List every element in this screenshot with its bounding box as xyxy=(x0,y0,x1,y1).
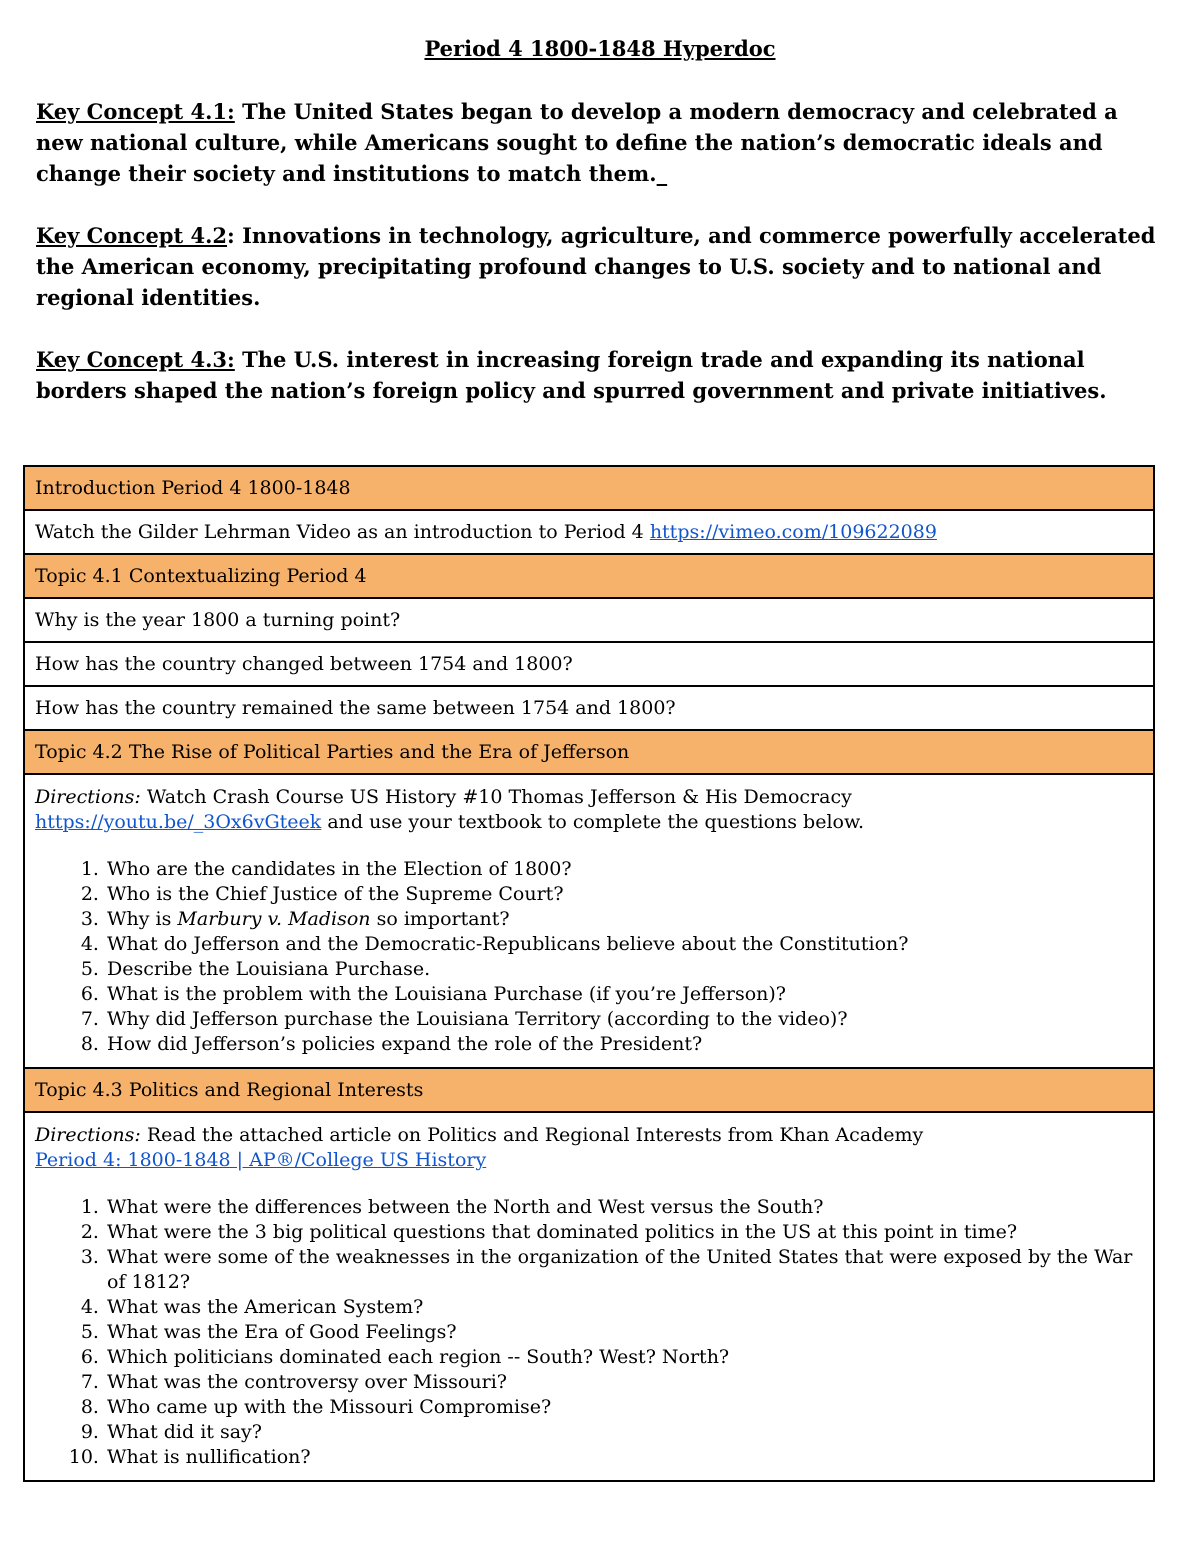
topic-4-1-question: How has the country remained the same between 1754 and 1800? xyxy=(24,686,1154,730)
topic-4-2-directions xyxy=(35,785,1143,835)
table-row xyxy=(24,686,1154,730)
topic-4-1-question: How has the country changed between 1754 and 1800? xyxy=(24,642,1154,686)
list-item: 8. How did Jefferson’s policies expand the role of the President? xyxy=(105,1032,1143,1057)
key-concept-label: Key Concept 4.3: xyxy=(36,347,235,372)
table-row xyxy=(24,554,1154,598)
topic-4-3-heading: Topic 4.3 Politics and Regional Interests xyxy=(24,1068,1154,1112)
list-item: 10. What is nullification? xyxy=(105,1445,1143,1470)
topic-4-2-questions xyxy=(35,857,1143,1057)
list-item: 1. Who are the candidates in the Election of 1800? xyxy=(105,857,1143,882)
page-title: Period 4 1800-1848 Hyperdoc xyxy=(424,36,776,61)
topic-4-3-cell xyxy=(24,1112,1154,1481)
key-concept-4-2 xyxy=(36,220,1166,313)
table-row xyxy=(24,774,1154,1068)
key-concept-4-1 xyxy=(36,96,1166,189)
directions-label: Directions: xyxy=(35,1124,141,1146)
list-item: 2. What were the 3 big political questions that dominated politics in the US at this point in time? xyxy=(105,1220,1143,1245)
key-concepts xyxy=(36,96,1166,437)
intro-text: Watch the Gilder Lehrman Video as an introduction to Period 4 xyxy=(35,521,650,543)
directions-after-link: and use your textbook to complete the questions below. xyxy=(321,811,865,833)
directions-label: Directions: xyxy=(35,786,141,808)
key-concept-label: Key Concept 4.1: xyxy=(36,99,235,124)
table-row xyxy=(24,510,1154,554)
intro-heading: Introduction Period 4 1800-1848 xyxy=(24,466,1154,510)
key-concept-text: The United States began to develop a modern democracy and celebrated a new national culture, while Americans sought to define the nation’s democratic ideals and change their society and institutions to match them._ xyxy=(36,99,1118,186)
key-concept-4-3 xyxy=(36,344,1166,406)
question-text: so important? xyxy=(370,908,510,930)
list-item: 5. What was the Era of Good Feelings? xyxy=(105,1320,1143,1345)
directions-text: Watch Crash Course US History #10 Thomas Jefferson & His Democracy xyxy=(140,786,852,808)
table-row xyxy=(24,598,1154,642)
table-row xyxy=(24,1068,1154,1112)
list-item: 3. What were some of the weaknesses in the organization of the United States that were exposed by the War of 1812? xyxy=(105,1245,1143,1295)
list-item: 1. What were the differences between the North and West versus the South? xyxy=(105,1195,1143,1220)
key-concept-text: : Innovations in technology, agriculture, and commerce powerfully accelerated the American economy, precipitating profound changes to U.S. society and to national and regional identities. xyxy=(36,223,1156,310)
topic-4-3-directions xyxy=(35,1123,1143,1173)
case-name: Marbury v. Madison xyxy=(177,908,371,930)
question-text: Why is xyxy=(107,908,178,930)
list-item: 6. Which politicians dominated each region -- South? West? North? xyxy=(105,1345,1143,1370)
key-concept-text: The U.S. interest in increasing foreign trade and expanding its national borders shaped the nation’s foreign policy and spurred government and private initiatives. xyxy=(36,347,1107,403)
vimeo-link[interactable]: https://vimeo.com/109622089 xyxy=(649,521,937,543)
topic-4-1-question: Why is the year 1800 a turning point? xyxy=(24,598,1154,642)
directions-text: Read the attached article on Politics and Regional Interests from Khan Academy xyxy=(140,1124,924,1146)
table-row xyxy=(24,730,1154,774)
table-row xyxy=(24,466,1154,510)
list-item xyxy=(105,907,1143,932)
table-row xyxy=(24,1112,1154,1481)
list-item: 4. What do Jefferson and the Democratic-Republicans believe about the Constitution? xyxy=(105,932,1143,957)
list-item: 5. Describe the Louisiana Purchase. xyxy=(105,957,1143,982)
list-item: 8. Who came up with the Missouri Compromise? xyxy=(105,1395,1143,1420)
list-item: 7. What was the controversy over Missouri? xyxy=(105,1370,1143,1395)
youtube-link[interactable]: https://youtu.be/_3Ox6vGteek xyxy=(35,811,322,833)
intro-cell xyxy=(24,510,1154,554)
topic-4-2-cell xyxy=(24,774,1154,1068)
list-item: 4. What was the American System? xyxy=(105,1295,1143,1320)
topic-4-2-heading: Topic 4.2 The Rise of Political Parties and the Era of Jefferson xyxy=(24,730,1154,774)
list-item: 2. Who is the Chief Justice of the Supreme Court? xyxy=(105,882,1143,907)
list-item: 7. Why did Jefferson purchase the Louisiana Territory (according to the video)? xyxy=(105,1007,1143,1032)
list-item: 6. What is the problem with the Louisiana Purchase (if you’re Jefferson)? xyxy=(105,982,1143,1007)
topic-4-1-heading: Topic 4.1 Contextualizing Period 4 xyxy=(24,554,1154,598)
khan-academy-link[interactable]: Period 4: 1800-1848 | AP®/College US History xyxy=(35,1149,487,1171)
list-item: 9. What did it say? xyxy=(105,1420,1143,1445)
key-concept-label: Key Concept 4.2 xyxy=(36,223,228,248)
hyperdoc-table xyxy=(23,465,1155,1482)
table-row xyxy=(24,642,1154,686)
topic-4-3-questions xyxy=(35,1195,1143,1470)
